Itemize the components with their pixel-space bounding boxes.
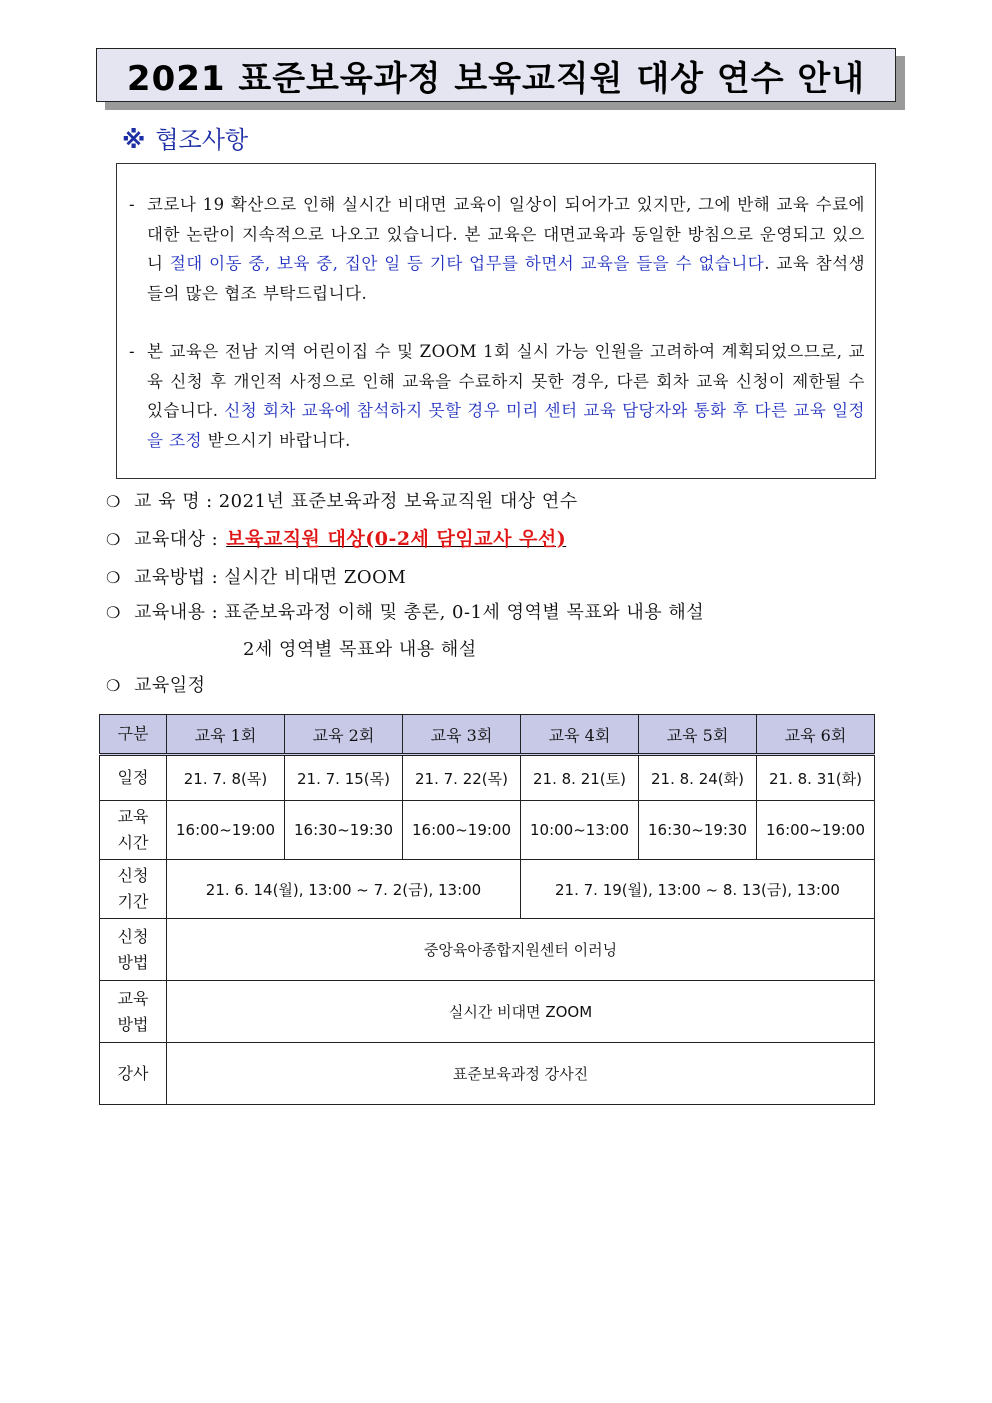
session-header: 교육 1회: [167, 715, 285, 755]
colon: :: [206, 491, 213, 512]
circle-bullet-icon: ❍: [106, 492, 121, 511]
dash-bullet: -: [129, 195, 136, 214]
apply-method-cell: 중앙육아종합지원센터 이러닝: [167, 919, 875, 981]
table-row: [100, 919, 875, 981]
notice-text: 코로나 19 확산으로 인해 실시간 비대면 교육이 일상이 되어가고 있지만, 그에 반해 교육 수료에 대한 논란이 지속적으로 나오고 있습니다. 본 교육은 대면교육과 동일한 방침으로 운영되고 있으니: [147, 195, 865, 273]
info-value: 표준보육과정 이해 및 총론, 0-1세 영역별 목표와 내용 해설: [224, 602, 705, 623]
time-cell: 16:00~19:00: [757, 801, 875, 860]
info-method: [106, 563, 406, 589]
lecturer-cell: 표준보육과정 강사진: [167, 1043, 875, 1105]
info-course-name: [106, 487, 578, 513]
session-header: 교육 6회: [757, 715, 875, 755]
row-label-line: 기간: [117, 892, 149, 911]
date-cell: 21. 8. 31(화): [757, 755, 875, 801]
row-label: [100, 860, 167, 919]
date-cell: 21. 8. 21(토): [521, 755, 639, 801]
row-label: 일정: [100, 755, 167, 801]
session-header: 교육 2회: [285, 715, 403, 755]
notice-paragraph: [125, 190, 865, 308]
info-label: 교 육 명: [134, 491, 201, 512]
colon: :: [211, 567, 219, 588]
page-title: 2021 표준보육과정 보육교직원 대상 연수 안내: [126, 58, 866, 99]
date-cell: 21. 7. 22(목): [403, 755, 521, 801]
row-label-line: 교육: [117, 807, 149, 826]
time-cell: 16:00~19:00: [167, 801, 285, 860]
date-cell: 21. 7. 15(목): [285, 755, 403, 801]
row-label-line: 시간: [117, 833, 149, 852]
info-value: 2021년 표준보육과정 보육교직원 대상 연수: [218, 491, 578, 512]
notice-text-end: . 교육 참석생들의 많은 협조 부탁드립니다.: [147, 254, 866, 303]
date-cell: 21. 8. 24(화): [639, 755, 757, 801]
circle-bullet-icon: ❍: [106, 603, 121, 622]
cooperation-notice-box: [116, 163, 876, 479]
date-cell: 21. 7. 8(목): [167, 755, 285, 801]
table-header-row: [100, 715, 875, 755]
table-row: [100, 860, 875, 919]
row-label: [100, 981, 167, 1043]
schedule-table: [99, 714, 875, 1105]
info-content: [106, 598, 704, 624]
notice-highlight: 절대 이동 중, 보육 중, 집안 일 등 기타 업무를 하면서 교육을 들을 수 없습니다: [169, 254, 765, 273]
info-target-value: 보육교직원 대상(0-2세 담임교사 우선): [226, 528, 567, 550]
colon: :: [211, 602, 219, 623]
notice-highlight: 신청 회차 교육에 참석하지 못할 경우 미리 센터 교육 담당자와 통화 후 다른 교육 일정을 조정: [147, 401, 865, 450]
table-row: [100, 1043, 875, 1105]
info-value: 실시간 비대면 ZOOM: [224, 567, 407, 588]
session-header: 교육 3회: [403, 715, 521, 755]
title-box: [96, 48, 896, 102]
session-header: 교육 4회: [521, 715, 639, 755]
row-label-line: 신청: [117, 866, 149, 885]
table-row: [100, 801, 875, 860]
notice-paragraph: [125, 337, 865, 455]
info-target: [106, 524, 568, 551]
colon: :: [211, 529, 219, 550]
row-label: [100, 919, 167, 981]
apply-period-cell: 21. 7. 19(월), 13:00 ~ 8. 13(금), 13:00: [521, 860, 875, 919]
info-label: 교육내용: [134, 602, 206, 623]
session-header: 교육 5회: [639, 715, 757, 755]
apply-period-cell: 21. 6. 14(월), 13:00 ~ 7. 2(금), 13:00: [167, 860, 521, 919]
row-label: [100, 801, 167, 860]
circle-bullet-icon: ❍: [106, 568, 121, 587]
notice-text: 본 교육은 전남 지역 어린이집 수 및 ZOOM 1회 실시 가능 인원을 고려하여 계획되었으므로, 교육 신청 후 개인적 사정으로 인해 교육을 수료하지 못한 경우, 다른 회차 교육 신청이 제한될 수 있습니다.: [147, 342, 865, 420]
row-label-line: 교육: [117, 988, 149, 1008]
reference-mark-icon: ※: [122, 126, 146, 154]
circle-bullet-icon: ❍: [106, 676, 121, 695]
row-label-line: 방법: [117, 1014, 149, 1034]
circle-bullet-icon: ❍: [106, 530, 121, 549]
edu-method-cell: 실시간 비대면 ZOOM: [167, 981, 875, 1043]
info-label: 교육방법: [134, 567, 206, 588]
notice-text-end: 받으시기 바랍니다.: [202, 430, 351, 450]
info-content-line2: 2세 영역별 목표와 내용 해설: [243, 639, 477, 660]
info-label: 교육대상: [134, 529, 206, 550]
row-label-line: 방법: [117, 952, 149, 972]
table-row: [100, 981, 875, 1043]
row-label-line: 신청: [117, 926, 149, 946]
cooperation-heading-text: 협조사항: [155, 126, 249, 154]
time-cell: 16:00~19:00: [403, 801, 521, 860]
time-cell: 16:30~19:30: [285, 801, 403, 860]
info-schedule: [106, 671, 206, 697]
row-label: 강사: [100, 1043, 167, 1105]
table-row: [100, 755, 875, 801]
info-label: 교육일정: [134, 675, 206, 696]
time-cell: 10:00~13:00: [521, 801, 639, 860]
dash-bullet: -: [129, 342, 136, 361]
cooperation-heading: [122, 120, 248, 155]
table-corner-header: 구분: [100, 715, 167, 755]
time-cell: 16:30~19:30: [639, 801, 757, 860]
